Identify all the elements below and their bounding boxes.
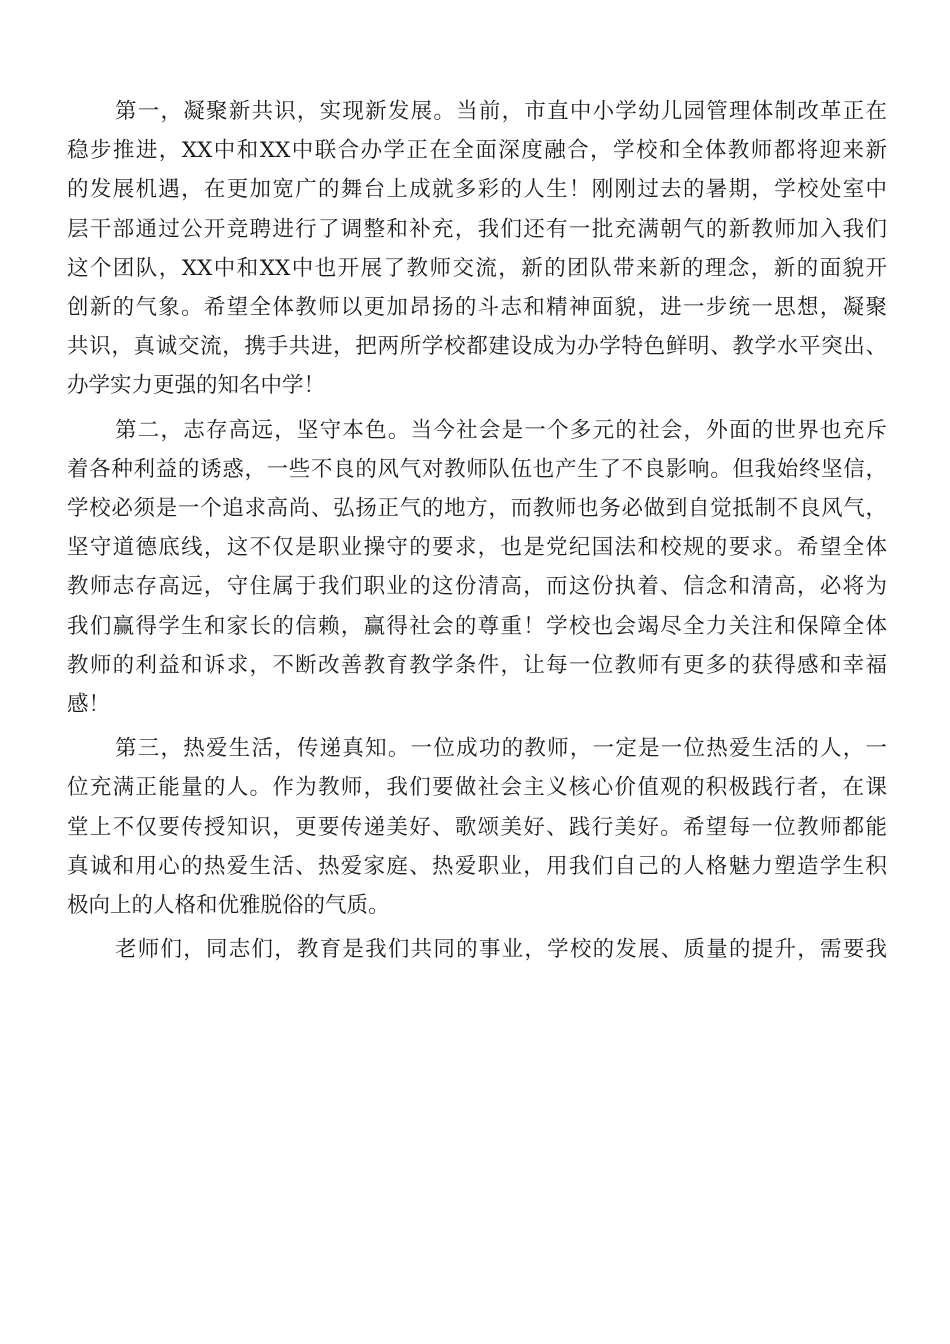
text-line: 极向上的人格和优雅脱俗的气质。 <box>67 893 390 919</box>
text-line: 第三，热爱生活，传递真知。一位成功的教师，一定是一位热爱生活的人，一 <box>115 736 887 762</box>
text-line: 教师的利益和诉求，不断改善教育教学条件，让每一位教师有更多的获得感和幸福 <box>67 652 887 678</box>
document-body <box>67 92 887 969</box>
text-line: 我们赢得学生和家长的信赖，赢得社会的尊重！学校也会竭尽全力关注和保障全体 <box>67 613 887 639</box>
text-line: 真诚和用心的热爱生活、热爱家庭、热爱职业，用我们自己的人格魅力塑造学生积 <box>67 853 887 879</box>
paragraph-4 <box>67 930 887 969</box>
text-line: 教师志存高远，守住属于我们职业的这份清高，而这份执着、信念和清高，必将为 <box>67 574 887 600</box>
text-line: 共识，真诚交流，携手共进，把两所学校都建设成为办学特色鲜明、教学水平突出、 <box>67 334 887 360</box>
text-line: 着各种利益的诱惑，一些不良的风气对教师队伍也产生了不良影响。但我始终坚信， <box>67 456 887 482</box>
text-line: 堂上不仅要传授知识，更要传递美好、歌颂美好、践行美好。希望每一位教师都能 <box>67 814 887 840</box>
text-line: 层干部通过公开竞聘进行了调整和补充，我们还有一批充满朝气的新教师加入我们 <box>67 216 887 242</box>
text-line: 坚守道德底线，这不仅是职业操守的要求，也是党纪国法和校规的要求。希望全体 <box>67 535 887 561</box>
text-line: 感！ <box>67 692 111 718</box>
text-line: 第一，凝聚新共识，实现新发展。当前，市直中小学幼儿园管理体制改革正在 <box>115 99 887 124</box>
paragraph-3 <box>67 729 887 925</box>
text-line: 这个团队，XX中和XX中也开展了教师交流，新的团队带来新的理念，新的面貌开 <box>67 255 887 281</box>
text-line: 的发展机遇，在更加宽广的舞台上成就多彩的人生！刚刚过去的暑期，学校处室中 <box>67 177 887 203</box>
paragraph-2 <box>67 411 887 725</box>
paragraph-1 <box>67 92 887 406</box>
text-line: 稳步推进，XX中和XX中联合办学正在全面深度融合，学校和全体教师都将迎来新 <box>67 138 887 164</box>
text-line: 第二，志存高远，坚守本色。当今社会是一个多元的社会，外面的世界也充斥 <box>115 417 887 443</box>
text-line: 老师们，同志们，教育是我们共同的事业，学校的发展、质量的提升，需要我 <box>115 937 887 963</box>
text-line: 办学实力更强的知名中学！ <box>67 373 326 399</box>
text-line: 创新的气象。希望全体教师以更加昂扬的斗志和精神面貌，进一步统一思想，凝聚 <box>67 295 887 321</box>
text-line: 位充满正能量的人。作为教师，我们要做社会主义核心价值观的积极践行者，在课 <box>67 775 887 801</box>
text-line: 学校必须是一个追求高尚、弘扬正气的地方，而教师也务必做到自觉抵制不良风气， <box>67 496 887 522</box>
